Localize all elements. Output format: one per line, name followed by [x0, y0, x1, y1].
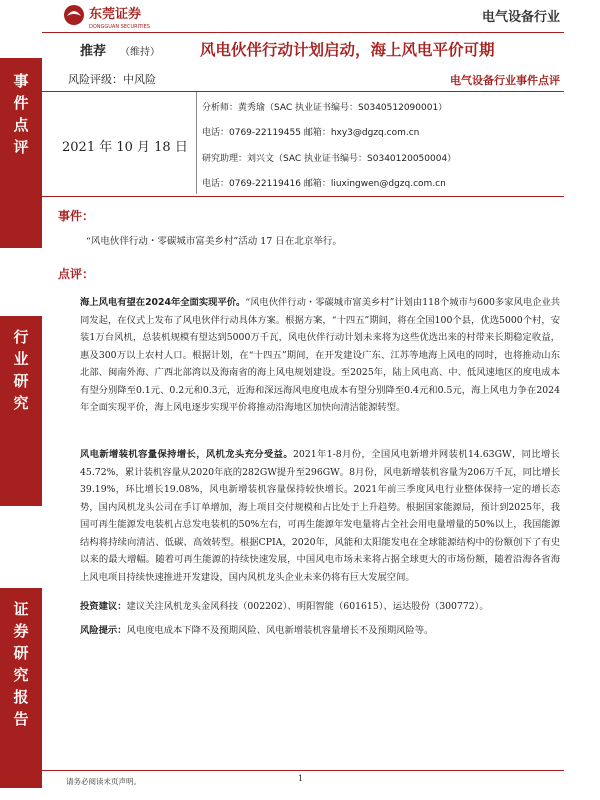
report-date: 2021 年 10 月 18 日 [62, 140, 188, 155]
risk-warning-lead: 风险提示： [80, 625, 127, 636]
sidebar-char: 行 [13, 328, 29, 346]
title-rule [42, 91, 564, 92]
analyst-1-contact: 电话：0769-22119455 邮箱：hxy3@dgzq.com.cn [202, 128, 420, 138]
investment-advice-body: 建议关注风机龙头金风科技（002202）、明阳智能（601615）、运达股份（300772）。 [126, 601, 489, 612]
header-rule [42, 32, 564, 33]
risk-warning-body: 风电度电成本下降不及预期风险、风电新增装机容量增长不及预期风险等。 [126, 625, 434, 636]
event-heading: 事件： [58, 209, 95, 223]
footer-rule [42, 770, 564, 771]
paragraph-1-lead: 海上风电有望在2024年全面实现平价。 [80, 297, 246, 308]
paragraph-2-lead: 风电新增装机容量保持增长，风机龙头充分受益。 [80, 449, 294, 460]
comment-paragraph-1 [80, 294, 560, 417]
brand-logo [60, 3, 180, 31]
vertical-divider [196, 92, 197, 194]
sidebar-char: 券 [13, 622, 29, 640]
sidebar-char: 评 [13, 138, 29, 156]
sidebar-char: 告 [13, 710, 29, 728]
investment-advice [80, 598, 560, 616]
rating-note: （维持） [120, 47, 161, 58]
sidebar-char: 研 [13, 644, 29, 662]
sidebar-char: 研 [13, 372, 29, 390]
analyst-2-info: 研究助理：刘兴文（SAC 执业证书编号：S0340120050004） [202, 154, 457, 164]
rating [80, 40, 160, 59]
sidebar-char: 件 [13, 94, 29, 112]
footer-disclaimer: 请务必阅读末页声明。 [66, 777, 141, 786]
event-text: “风电伙伴行动・零碳城市富美乡村”活动 17 日在北京举行。 [86, 236, 342, 247]
risk-level: 风险评级：中风险 [68, 73, 156, 86]
risk-warning [80, 622, 560, 640]
brand-name: 东莞证券 [89, 7, 142, 22]
sidebar-char: 点 [13, 116, 29, 134]
sidebar-char: 证 [13, 600, 29, 618]
report-subtitle: 电气设备行业事件点评 [450, 74, 560, 87]
analyst-1-info: 分析师：黄秀瑜（SAC 执业证书编号：S0340512090001） [202, 103, 448, 113]
rating-label: 推荐 [80, 44, 107, 59]
page-number: 1 [298, 774, 304, 783]
logo-icon [64, 5, 84, 25]
sidebar-label-industry-research [0, 316, 42, 506]
investment-advice-lead: 投资建议： [80, 601, 127, 612]
sidebar-label-event-comment [0, 58, 42, 248]
report-title: 风电伙伴行动计划启动，海上风电平价可期 [200, 41, 495, 59]
comment-heading: 点评： [58, 267, 95, 281]
sidebar-char: 究 [13, 394, 29, 412]
sidebar-label-securities-report [0, 588, 42, 788]
comment-paragraph-2 [80, 446, 560, 586]
sidebar-char: 报 [13, 688, 29, 706]
sidebar-char: 事 [13, 72, 29, 90]
analyst-2-contact: 电话：0769-22119416 邮箱：liuxingwen@dgzq.com.cn [202, 179, 446, 189]
brand-name-en: DONGGUAN SECURITIES [89, 24, 150, 30]
header-industry: 电气设备行业 [481, 10, 560, 25]
paragraph-2-body: 2021年1-8月份，全国风电新增并网装机14.63GW，同比增长45.72%，累计装机容量从2020年底的282GW提升至296GW。8月份，风电新增装机容量为206万千瓦，同比增长39.19%，环比增长19.08%，风电新增装机容量保持较快增长。2021年前三季度风电行业整体保持一定的增长态势，国内风机龙头公司在手订单增加，海上项目交付规模和占比处于上升趋势。根据国家能源局，预计到2025年，我国可再生能源发电装机占总发电装机的50%左右，可再生能源年发电量将占全社会用电量增量的50%以上，我国能源结构将持续向清洁、低碳、高效转型。根据CPIA，2020年，风能和太阳能发电在全球能源结构中的份额创下了有史以来的最大增幅。随着可再生能源的持续快速发展，中国风电市场未来将占据全球更大的市场份额，随着沿海各省海上风电项目持续快速推进开发建设，国内风机龙头企业未来仍将有巨大发展空间。 [80, 449, 560, 583]
sidebar-char: 业 [13, 350, 29, 368]
sidebar-char: 究 [13, 666, 29, 684]
paragraph-1-body: “风电伙伴行动・零碳城市富美乡村”计划由118个城市与600多家风电企业共同发起，在仪式上发布了风电伙伴行动具体方案。根据方案，“十四五”期间，将在全国100个县，优选5000个村，安装1万台风机，总装机规模有望达到5000万千瓦，风电伙伴行动计划未来将为这些优选出来的村带来长期稳定收益，惠及300万以上农村人口。根据计划，在“十四五”期间，在开发建设广东、江苏等地海上风电的同时，也将推动山东北部、闽南外海、广西北部湾以及海南省的海上风电规划建设。至2025年，陆上风电高、中、低风速地区的度电成本有望分别降至0.1元、0.2元和0.3元，近海和深远海风电度电成本有望分别降至0.4元和0.5元，海上风电力争在2024年全面实现平价，海上风电逐步实现平价将推动沿海地区加快向清洁能源转型。 [80, 297, 560, 413]
contact-rule [42, 196, 564, 197]
